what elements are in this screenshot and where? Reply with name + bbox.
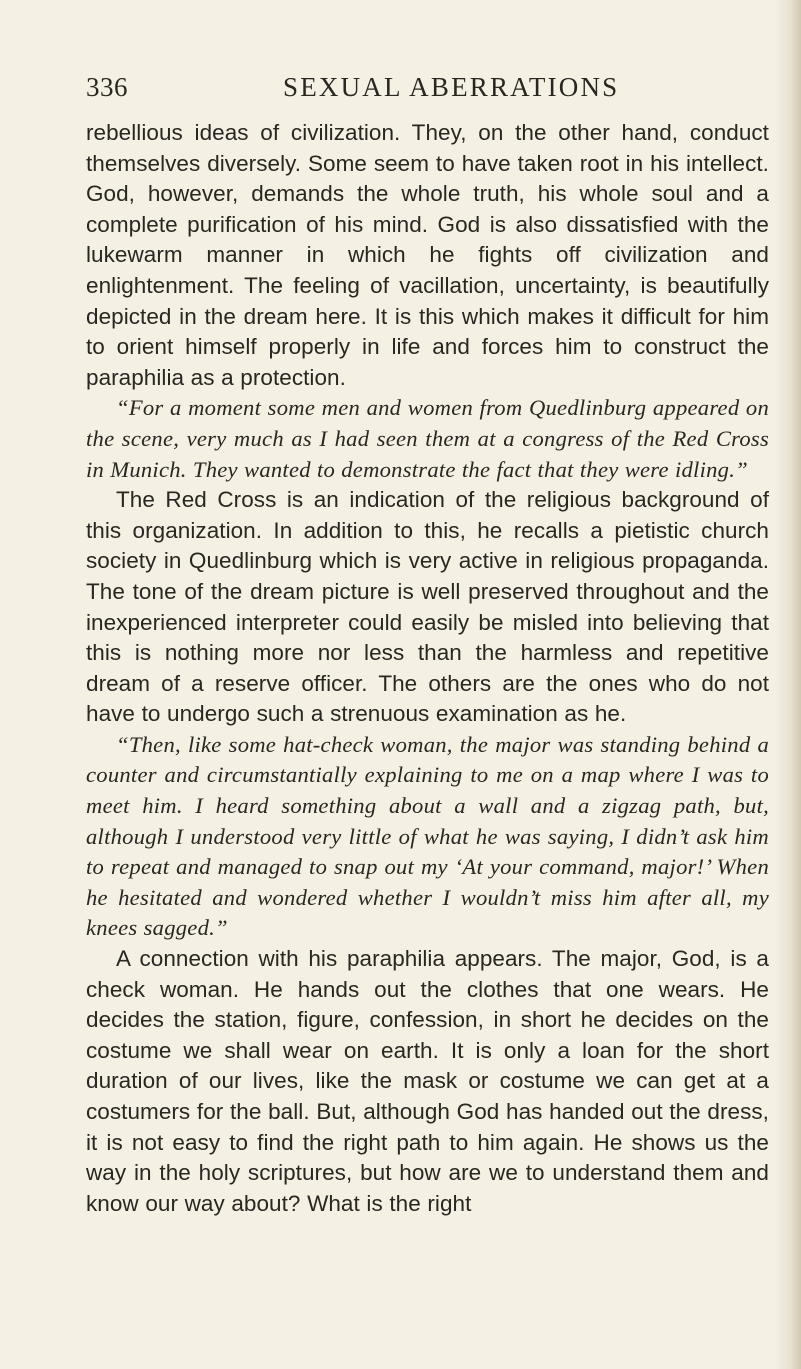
- dream-quote-2: “Then, like some hat-check woman, the major was standing behind a counter and circumstantially explaining to me on a map where I was to meet him. I heard something about a wall and a zigzag path, but, although I understood very little of what he was saying, I didn’t ask him to repeat and managed to snap out my ‘At your command, major!’ When he hesitated and wondered whether I wouldn’t miss him after all, my knees sagged.”: [86, 731, 769, 941]
- paragraph-3: A connection with his paraphilia appears. The major, God, is a check woman. He hands out the clothes that one wears. He decides the station, figure, confession, in short he decides on the costume we shall wear on earth. It is only a loan for the short duration of our lives, like the mask or costume we can get at a costumers for the ball. But, although God has handed out the dress, it is not easy to find the right path to him again. He shows us the way in the holy scriptures, but how are we to understand them and know our way about? What is the right: [86, 946, 769, 1216]
- body-text: [86, 118, 769, 1219]
- paragraph-2: The Red Cross is an indication of the religious background of this organization. In addition to this, he recalls a pietistic church society in Quedlinburg which is very active in religious propaganda. The tone of the dream picture is well preserved throughout and the inexperienced interpreter could easily be misled into believing that this is nothing more nor less than the harmless and repetitive dream of a reserve officer. The others are the ones who do not have to undergo such a strenuous examination as he.: [86, 487, 769, 727]
- page-edge-shadow: [775, 0, 801, 1369]
- paragraph-1: rebellious ideas of civilization. They, on the other hand, conduct themselves diversely. Some seem to have taken root in his intellect. God, however, demands the whole truth, his whole soul and a complete purification of his mind. God is also dissatisfied with the lukewarm manner in which he fights off civilization and enlightenment. The feeling of vacillation, uncertainty, is beautifully depicted in the dream here. It is this which makes it difficult for him to orient himself properly in life and forces him to construct the paraphilia as a protection.: [86, 120, 769, 390]
- page-number: 336: [86, 72, 128, 102]
- dream-quote-1: “For a moment some men and women from Quedlinburg appeared on the scene, very much as I had seen them at a congress of the Red Cross in Munich. They wanted to demonstrate the fact that they were idling.”: [86, 395, 769, 482]
- page-header: [86, 72, 776, 112]
- running-head: SEXUAL ABERRATIONS: [283, 72, 620, 102]
